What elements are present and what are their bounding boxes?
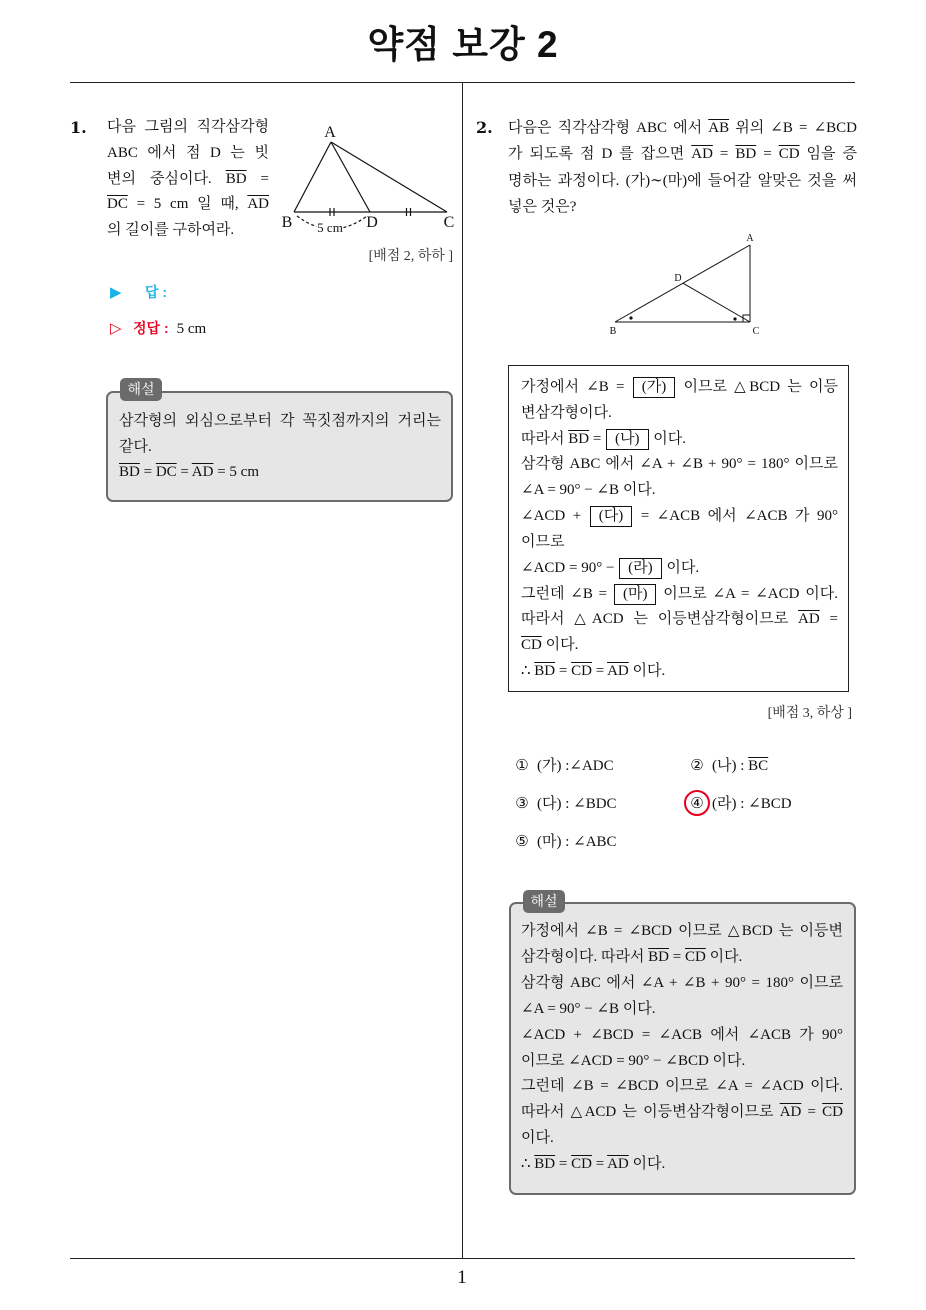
text-line xyxy=(521,375,838,401)
text-line xyxy=(107,218,269,244)
segment-notation: $\overline{BD}$ xyxy=(568,430,590,447)
option-3 xyxy=(513,791,688,815)
side-ab xyxy=(294,142,331,212)
option-text xyxy=(537,796,617,812)
text-run: (마) : ∠ABC xyxy=(537,834,617,850)
answer-blank-box: (가) xyxy=(633,377,675,398)
segment-notation: $\overline{BD}$ xyxy=(735,146,757,163)
segment-notation: $\overline{BD}$ xyxy=(534,662,556,679)
text-run: = xyxy=(246,170,269,187)
option-number-wrap xyxy=(688,791,706,816)
proof-text xyxy=(521,375,838,685)
footer-rule xyxy=(70,1258,855,1259)
text-line xyxy=(521,633,838,659)
vertex-label-c: C xyxy=(752,326,760,337)
text-run: ∠ACD + xyxy=(521,508,589,525)
selected-answer-circle xyxy=(684,790,710,816)
text-line xyxy=(107,192,269,218)
correct-answer-value: 5 cm xyxy=(176,321,207,337)
vertex-label-c: C xyxy=(443,214,455,231)
text-run: = xyxy=(591,662,608,679)
text-run: = ∠ACB 에서 ∠ACB 가 90° xyxy=(633,508,838,525)
segment-notation: $\overline{BD}$ xyxy=(225,170,247,187)
text-line xyxy=(521,945,843,971)
problem-2-text xyxy=(508,115,857,220)
problem-1-triangle-figure xyxy=(280,118,460,240)
text-run: 이다. xyxy=(521,1130,554,1147)
text-run: (나) : xyxy=(712,758,749,774)
text-run: = xyxy=(139,464,156,480)
text-run: 그런데 ∠B = ∠BCD 이므로 ∠A = ∠ACD 이다. xyxy=(521,1078,843,1095)
text-run: 위의 ∠B = ∠BCD xyxy=(729,120,857,136)
segment-notation: $\overline{AD}$ xyxy=(691,146,713,163)
problem-2-explanation-text xyxy=(521,919,843,1178)
text-run: = xyxy=(819,611,839,628)
answer-blank-box: (다) xyxy=(590,506,632,527)
problem-1-explanation-tab: 해설 xyxy=(120,378,162,401)
text-run: 이다. xyxy=(649,430,687,447)
text-line xyxy=(521,1023,843,1049)
segment-notation: $\overline{AD}$ xyxy=(247,196,269,213)
text-run: (가) :∠ADC xyxy=(537,758,614,774)
text-line xyxy=(119,460,441,486)
text-line xyxy=(521,427,838,453)
answer-row xyxy=(110,281,167,303)
text-run: = xyxy=(176,464,192,480)
segment-notation: $\overline{CD}$ xyxy=(571,1156,592,1173)
text-run: 따라서 △ACD 는 이등변삼각형이므로 xyxy=(521,611,799,628)
text-line xyxy=(521,1152,843,1178)
text-run: = xyxy=(712,146,736,163)
option-text xyxy=(712,758,768,774)
angle-b-dot xyxy=(629,316,632,319)
option-2 xyxy=(688,753,863,777)
text-run: = xyxy=(589,430,606,447)
side-ac xyxy=(331,142,447,212)
segment-notation: $\overline{CD}$ xyxy=(684,948,706,965)
text-run: 같다. xyxy=(119,438,152,455)
segment-notation: $\overline{BD}$ xyxy=(534,1156,556,1173)
correct-answer-label: 정답 : xyxy=(133,320,169,336)
text-run: 가 되도록 점 D 를 잡으면 xyxy=(508,146,692,163)
segment-dc xyxy=(683,283,750,322)
vertex-label-b: B xyxy=(281,214,293,231)
text-run: ∠ACD = 90° − xyxy=(521,559,619,576)
text-line xyxy=(119,409,441,435)
problem-2-triangle-figure xyxy=(600,228,770,340)
text-line xyxy=(107,141,269,167)
text-run: 이다. xyxy=(662,559,700,576)
segment-ad xyxy=(331,142,370,212)
option-text xyxy=(537,834,617,850)
answer-label: 답 : xyxy=(145,284,168,300)
segment-notation: $\overline{BD}$ xyxy=(119,464,140,480)
text-line xyxy=(521,1100,843,1126)
option-number: ⑤ xyxy=(515,832,529,850)
text-run: (라) : ∠BCD xyxy=(712,796,792,812)
segment-notation: $\overline{CD}$ xyxy=(778,146,800,163)
correct-marker-icon: ▷ xyxy=(110,319,122,337)
segment-notation: $\overline{CD}$ xyxy=(571,662,592,679)
vertex-label-a: A xyxy=(746,233,754,244)
text-line xyxy=(521,1126,843,1152)
text-line xyxy=(508,141,857,167)
text-run: = xyxy=(756,146,779,163)
page-title: 약점 보강 2 xyxy=(367,24,559,65)
text-run: ∠A = 90° − ∠B 이다. xyxy=(521,1000,656,1017)
problem-1-score: [배점 2, 하하 ] xyxy=(368,249,453,264)
text-run: = xyxy=(801,1104,823,1121)
text-line xyxy=(521,582,838,608)
text-run: ∠A = 90° − ∠B 이다. xyxy=(521,482,656,499)
option-number: ④ xyxy=(690,794,704,812)
text-run: 명하는 과정이다. (가)∼(마)에 들어갈 알맞은 것을 써 xyxy=(508,172,857,189)
option-4 xyxy=(688,791,863,815)
text-line xyxy=(521,504,838,530)
correct-answer-row xyxy=(110,317,206,339)
text-run: = 5 cm xyxy=(213,464,260,480)
page-number: 1 xyxy=(457,1267,467,1288)
option-1 xyxy=(513,753,688,777)
segment-notation: $\overline{AD}$ xyxy=(191,464,214,480)
text-run: 이다. xyxy=(628,1156,666,1173)
text-run: 다음 그림의 직각삼각형 xyxy=(107,119,269,135)
answer-marker-icon: ▶ xyxy=(110,283,122,301)
problem-2-number: 2. xyxy=(476,118,493,137)
segment-notation: $\overline{AD}$ xyxy=(798,611,820,628)
answer-blank-box: (라) xyxy=(619,558,661,579)
option-number-wrap xyxy=(513,753,531,778)
text-run: 이므로 ∠A = ∠ACD 이다. xyxy=(657,585,838,602)
option-number: ② xyxy=(690,756,704,774)
text-run: 따라서 xyxy=(521,430,569,447)
text-run: 이다. xyxy=(628,662,666,679)
segment-notation: $\overline{AD}$ xyxy=(779,1104,802,1121)
vertex-label-b: B xyxy=(609,326,617,337)
segment-notation: $\overline{BC}$ xyxy=(748,758,769,774)
text-line xyxy=(107,167,269,193)
text-line xyxy=(521,1049,843,1075)
text-line xyxy=(521,607,838,633)
text-run: 넣은 것은? xyxy=(508,198,577,215)
text-run: 가정에서 ∠B = xyxy=(521,379,632,395)
option-number-wrap xyxy=(688,753,706,778)
vertex-label-d: D xyxy=(366,214,378,231)
text-line xyxy=(508,168,857,194)
text-line xyxy=(521,452,838,478)
text-run: 이므로 xyxy=(521,533,565,550)
segment-notation: $\overline{AB}$ xyxy=(708,120,730,136)
text-line xyxy=(521,1074,843,1100)
text-run: 이므로 △BCD 는 이등 xyxy=(676,379,838,395)
segment-notation: $\overline{DC}$ xyxy=(107,196,128,213)
segment-notation: $\overline{CD}$ xyxy=(822,1104,844,1121)
segment-notation: $\overline{BD}$ xyxy=(648,948,670,965)
text-run: 삼각형의 외심으로부터 각 꼭짓점까지의 거리는 xyxy=(119,413,441,429)
text-line xyxy=(107,115,269,141)
option-text xyxy=(712,796,792,812)
text-run: = xyxy=(555,1156,572,1173)
text-line xyxy=(119,435,441,461)
option-number-wrap xyxy=(513,829,531,854)
problem-2-score: [배점 3, 하상 ] xyxy=(767,706,852,721)
text-run: = xyxy=(669,948,685,965)
text-line xyxy=(521,401,838,427)
text-line xyxy=(521,971,843,997)
text-run: 임을 증 xyxy=(799,146,857,163)
column-divider xyxy=(462,82,463,1258)
text-run: 따라서 △ACD 는 이등변삼각형이므로 xyxy=(521,1104,780,1121)
vertex-label-d: D xyxy=(674,273,682,284)
option-5 xyxy=(513,829,688,853)
answer-options xyxy=(513,753,863,867)
text-run: 삼각형이다. 따라서 xyxy=(521,948,649,965)
segment-notation: $\overline{AD}$ xyxy=(607,662,629,679)
text-run: 이므로 ∠ACD = 90° − ∠BCD 이다. xyxy=(521,1052,746,1069)
text-run: ABC 에서 점 D 는 빗 xyxy=(107,144,269,161)
text-run: = xyxy=(555,662,572,679)
segment-notation: $\overline{CD}$ xyxy=(521,637,542,654)
text-line xyxy=(521,556,838,582)
text-line xyxy=(521,478,838,504)
text-line xyxy=(521,530,838,556)
option-number-wrap xyxy=(513,791,531,816)
text-line xyxy=(508,194,857,220)
text-run: 그런데 ∠B = xyxy=(521,585,613,602)
problem-2-explanation-tab: 해설 xyxy=(523,890,565,913)
text-line xyxy=(521,997,843,1023)
option-number: ① xyxy=(515,756,529,774)
text-run: = xyxy=(591,1156,608,1173)
text-line xyxy=(508,115,857,141)
text-run: 삼각형 ABC 에서 ∠A + ∠B + 90° = 180° 이므로 xyxy=(521,974,843,991)
text-run: 의 길이를 구하여라. xyxy=(107,222,235,238)
text-line xyxy=(521,659,838,685)
text-run: ∴ xyxy=(521,1156,535,1173)
option-text xyxy=(537,758,614,774)
angle-bcd-dot xyxy=(733,317,736,320)
text-run: 변의 중심이다. xyxy=(107,170,226,187)
option-number: ③ xyxy=(515,794,529,812)
text-line xyxy=(521,919,843,945)
problem-1-number: 1. xyxy=(70,118,87,137)
text-run: ∴ xyxy=(521,662,535,679)
text-run: 이다. xyxy=(705,948,743,965)
length-label: 5 cm xyxy=(317,220,343,235)
problem-1-explanation-text xyxy=(119,409,441,486)
text-run: 다음은 직각삼각형 ABC 에서 xyxy=(508,120,709,136)
problem-1-text xyxy=(107,115,269,244)
segment-notation: $\overline{DC}$ xyxy=(155,464,177,480)
segment-notation: $\overline{AD}$ xyxy=(607,1156,629,1173)
text-run: = 5 cm 일 때, xyxy=(127,196,248,213)
text-run: (다) : ∠BDC xyxy=(537,796,617,812)
text-run: 변삼각형이다. xyxy=(521,404,612,421)
text-run: ∠ACD + ∠BCD = ∠ACB 에서 ∠ACB 가 90° xyxy=(521,1026,843,1043)
answer-blank-box: (나) xyxy=(606,429,648,450)
text-run: 이다. xyxy=(541,637,579,654)
text-run: 삼각형 ABC 에서 ∠A + ∠B + 90° = 180° 이므로 xyxy=(521,456,838,473)
text-run: 가정에서 ∠B = ∠BCD 이므로 △BCD 는 이등변 xyxy=(521,923,843,939)
vertex-label-a: A xyxy=(324,124,336,141)
answer-blank-box: (마) xyxy=(614,584,656,605)
